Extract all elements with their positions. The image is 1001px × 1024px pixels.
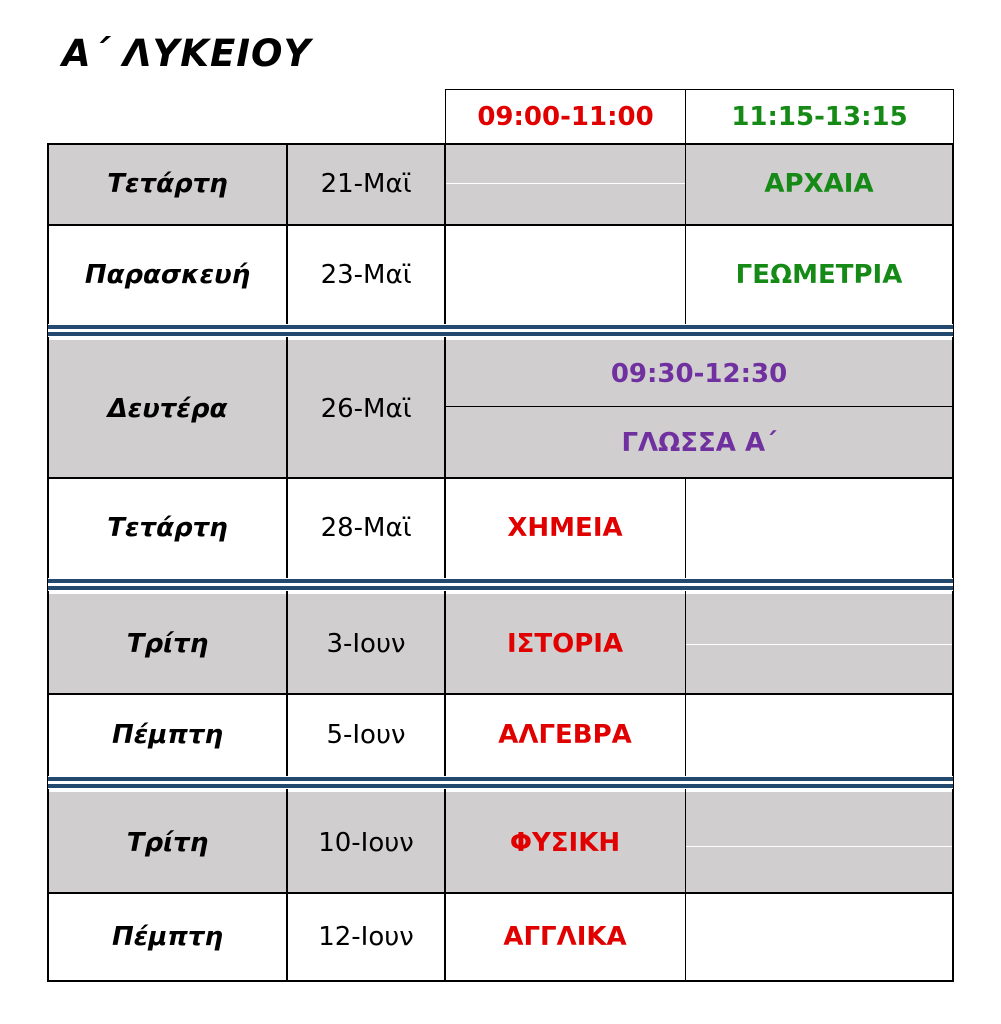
week-separator	[48, 578, 953, 591]
row-7-date: 12-Ιουν	[318, 922, 414, 952]
cell-divider	[445, 183, 685, 184]
row-6-day: Τρίτη	[126, 827, 209, 858]
row-4-slot1: ΙΣΤΟΡΙΑ	[506, 629, 624, 659]
row-2-date: 26-Μαϊ	[320, 394, 412, 424]
header-slot1	[445, 89, 686, 143]
header-slot2-label: 11:15-13:15	[731, 101, 908, 132]
row-3-slot1: ΧΗΜΕΙΑ	[507, 513, 623, 543]
column-divider	[444, 143, 446, 981]
row-3-slot2	[685, 478, 953, 578]
week-separator	[48, 324, 953, 337]
row-1-slot1	[445, 225, 685, 324]
row-5-date: 5-Ιουν	[326, 720, 406, 750]
header-slot2	[685, 89, 954, 143]
column-divider	[286, 143, 288, 981]
table-border	[47, 980, 954, 982]
row-0-slot1	[445, 143, 685, 225]
cell-divider	[685, 846, 953, 847]
row-3-date: 28-Μαϊ	[320, 513, 412, 543]
row-2-day: Δευτέρα	[107, 394, 228, 424]
table-border	[48, 477, 953, 479]
row-5-slot1: ΑΛΓΕΒΡΑ	[498, 720, 632, 750]
row-6-slot2	[685, 792, 953, 893]
row-5-slot2	[685, 694, 953, 776]
row-2-merged-subject: ΓΛΩΣΣΑ Α΄	[621, 427, 777, 458]
row-5-day: Πέμπτη	[111, 720, 224, 750]
table-border	[48, 224, 953, 226]
row-6-slot1: ΦΥΣΙΚΗ	[509, 827, 621, 858]
row-1-date: 23-Μαϊ	[320, 259, 412, 290]
row-6-date: 10-Ιουν	[318, 827, 414, 858]
row-4-day: Τρίτη	[126, 629, 209, 659]
row-0-slot2: ΑΡΧΑΙΑ	[764, 169, 874, 199]
table-border	[47, 143, 954, 145]
row-7-slot2	[685, 893, 953, 981]
row-4-date: 3-Ιουν	[326, 629, 406, 659]
row-0-day: Τετάρτη	[107, 169, 228, 199]
row-7-slot1: ΑΓΓΛΙΚΑ	[503, 922, 627, 952]
table-border	[952, 143, 954, 981]
row-1-slot2: ΓΕΩΜΕΤΡΙΑ	[735, 259, 903, 290]
row-0-date: 21-Μαϊ	[320, 169, 412, 199]
table-border	[48, 693, 953, 695]
cell-divider	[445, 406, 953, 407]
row-2-merged-time: 09:30-12:30	[610, 358, 788, 389]
column-divider	[685, 143, 686, 324]
table-border	[48, 892, 953, 894]
header-slot1-label: 09:00-11:00	[477, 101, 654, 132]
column-divider	[685, 478, 686, 981]
row-7-day: Πέμπτη	[111, 922, 224, 952]
week-separator	[48, 776, 953, 789]
table-border	[47, 143, 49, 981]
page-title: Α΄ ΛΥΚΕΙΟΥ	[62, 32, 312, 75]
row-1-day: Παρασκευή	[84, 259, 251, 290]
row-3-day: Τετάρτη	[107, 513, 228, 543]
cell-divider	[685, 644, 953, 645]
